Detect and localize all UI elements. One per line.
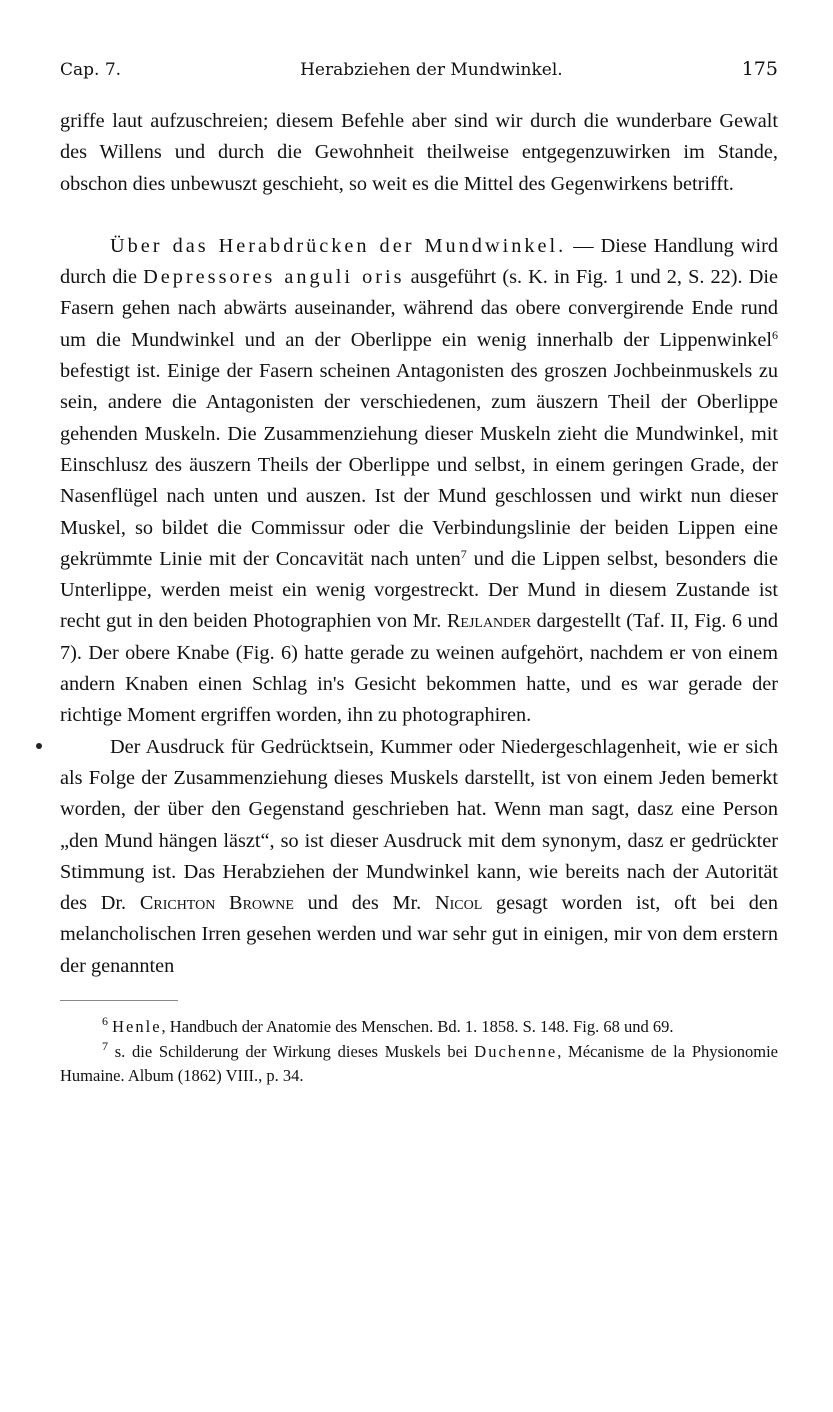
muscle-name: Depressores anguli oris (143, 266, 405, 289)
margin-dot (36, 743, 42, 749)
section-heading: Über das Herabdrücken der Mundwinkel. (110, 234, 567, 257)
running-header (60, 58, 778, 84)
chapter-label: Cap. 7. (60, 60, 122, 80)
footnote-ref-6: 6 (772, 327, 778, 342)
page-number: 175 (741, 58, 778, 80)
footnote-rule (60, 1000, 178, 1001)
running-title: Herabziehen der Mundwinkel. (300, 60, 563, 80)
footnote-ref-7: 7 (460, 546, 467, 561)
body-text (60, 106, 778, 982)
paragraph-3: Der Ausdruck für Gedrücktsein, Kummer oder Niedergeschlagenheit, wie er sich als Folge der Zusammenziehung dieses Muskels darstellt, ist von einem Jeden bemerkt worden, der über den Gegenstand geschrieben hat. Wenn man sagt, dasz eine Person „den Mund hängen läszt“, so ist dieser Ausdruck mit dem synonym, dasz er gedrückter Stimmung ist. Das Herabziehen der Mundwinkel kann, wie bereits nach der Autorität des Dr. Crichton Browne und des Mr. Nicol gesagt worden ist, oft bei den melancholischen Irren gesehen werden und war sehr gut in einigen, mir von dem erstern der genannten (60, 735, 779, 977)
name-crichton-browne: Crichton Browne (139, 892, 294, 915)
name-rejlander: Rejlander (446, 610, 532, 633)
paragraph-2: Über das Herabdrücken der Mundwinkel. — Diese Handlung wird durch die Depressores anguli oris ausgeführt (s. K. in Fig. 1 und 2, S. 22). Die Fasern gehen nach abwärts auseinander, während das obere convergirende Ende rund um die Mundwinkel und an der Oberlippe ein wenig innerhalb der Lippenwinkel$^6$ befestigt ist. Einige der Fasern scheinen Antagonisten des groszen Jochbeinmuskels zu sein, andere die Antagonisten der verschiedenen, zum äuszern Theil der Oberlippe gehenden Muskeln. Die Zusammenziehung dieser Muskeln zieht die Mundwinkel, mit Einschlusz des äuszern Theils der Oberlippe und selbst, in einem geringen Grade, der Nasenflügel nach unten und auszen. Ist der Mund geschlossen und wirkt nun dieser Muskel, so bildet die Commissur oder die Verbindungslinie der beiden Lippen eine gekrümmte Linie mit der Concavität nach unten$^7$ und die Lippen selbst, besonders die Unterlippe, werden meist ein wenig vorgestreckt. Der Mund in diesem Zustande ist recht gut in den beiden Photographien von Mr. Rejlander dargestellt (Taf. II, Fig. 6 und 7). Der obere Knabe (Fig. 6) hatte gerade zu weinen aufgehört, nachdem er von einem andern Knaben einen Schlag in's Gesicht bekommen hatte, und es war gerade der richtige Moment ergriffen worden, ihn zu photographiren. (60, 234, 779, 727)
footnote-7: $^7$ s. die Schilderung der Wirkung dieses Muskels bei Duchenne, Mécanisme de la Physionomie Humaine. Album (1862) VIII., p. 34. (60, 1038, 778, 1086)
paragraph-1: griffe laut aufzuschreien; diesem Befehle aber sind wir durch die wunderbare Gewalt des Willens und durch die Gewohnheit theilweise entgegenzuwirken im Stande, obschon dies unbewuszt geschieht, so weit es die Mittel des Gegenwirkens betrifft. (60, 110, 778, 195)
page (60, 58, 778, 1089)
name-nicol: Nicol (434, 892, 483, 915)
footnotes (60, 1015, 778, 1089)
footnote-6: $^6$ Henle, Handbuch der Anatomie des Menschen. Bd. 1. 1858. S. 148. Fig. 68 und 69. (102, 1014, 674, 1037)
